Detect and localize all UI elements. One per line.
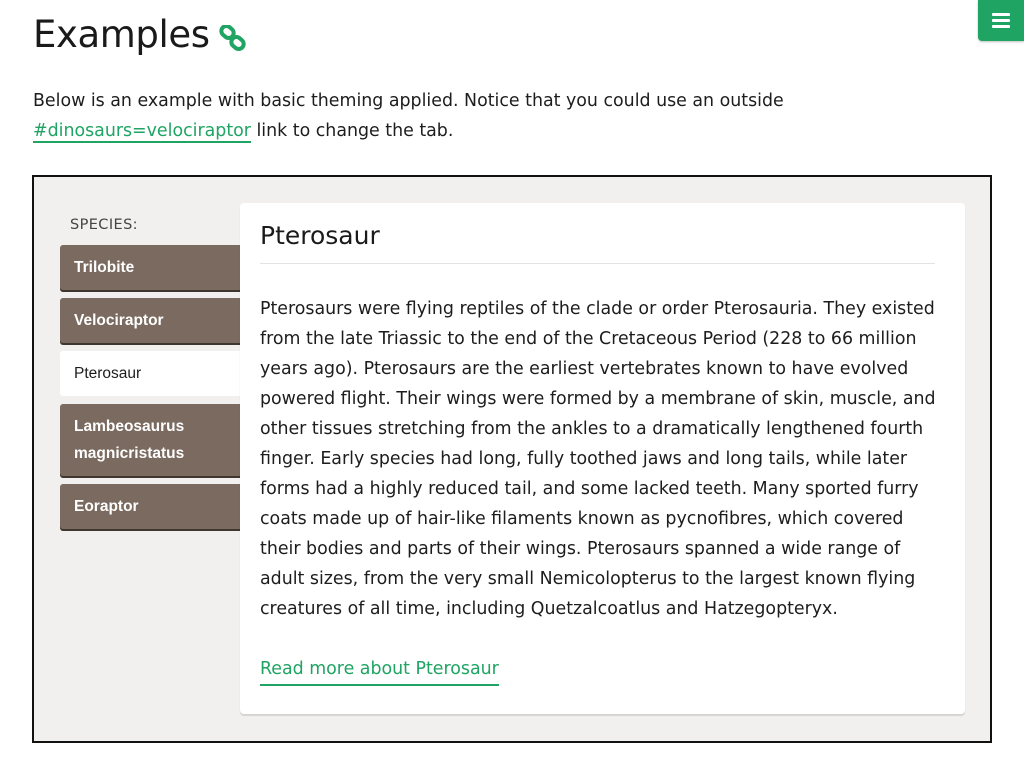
- tab-panel-pterosaur: [240, 203, 965, 714]
- intro-text: Below is an example with basic theming applied. Notice that you could use an outside: [33, 91, 784, 111]
- tab-pterosaur[interactable]: Pterosaur: [60, 351, 241, 396]
- page-header: [33, 11, 247, 59]
- intro-text-end: link to change the tab.: [250, 121, 454, 141]
- read-more-link[interactable]: Read more about Pterosaur: [260, 654, 499, 686]
- link-chain-icon: [219, 25, 247, 51]
- panel-heading: Pterosaur: [260, 219, 935, 264]
- hamburger-menu-icon: [992, 13, 1010, 28]
- menu-button[interactable]: [978, 0, 1024, 41]
- species-label: SPECIES:: [70, 217, 138, 233]
- tab-lambeosaurus-magnicristatus[interactable]: Lambeosaurus magnicristatus: [60, 404, 241, 476]
- panel-body-text: Pterosaurs were flying reptiles of the clade or order Pterosauria. They existed from the late Triassic to the end of the Cretaceous Period (228 to 66 million years ago). Pterosaurs are the earliest vertebrates known to have evolved powered flight. Their wings were formed by a membrane of skin, muscle, and other tissues stretching from the ankles to a dramatically lengthened fourth finger. Early species had long, fully toothed jaws and long tails, while later forms had a highly reduced tail, and some lacked teeth. Many sported furry coats made up of hair-like filaments known as pycnofibres, which covered their bodies and parts of their wings. Pterosaurs spanned a wide range of adult sizes, from the very small Nemicolopterus to the largest known flying creatures of all time, including Quetzalcoatlus and Hatzegopteryx.: [260, 299, 936, 619]
- page-title: Examples: [33, 13, 210, 56]
- intro-paragraph: [33, 86, 1003, 146]
- tab-velociraptor[interactable]: Velociraptor: [60, 298, 241, 343]
- tab-trilobite[interactable]: Trilobite: [60, 245, 241, 290]
- title-anchor-link[interactable]: [219, 25, 247, 51]
- tab-eoraptor[interactable]: Eoraptor: [60, 484, 241, 529]
- dinosaurs-hash-link[interactable]: #dinosaurs=velociraptor: [33, 121, 251, 141]
- tabs-example-frame: [32, 175, 992, 743]
